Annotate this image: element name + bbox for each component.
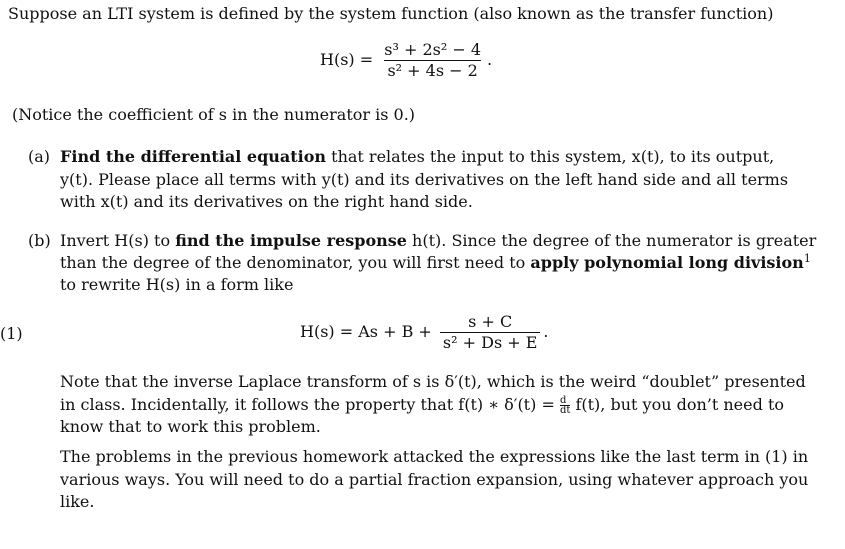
h-period: . bbox=[487, 50, 493, 69]
note-line-2 bbox=[60, 394, 784, 416]
note-line-3: know that to work this problem. bbox=[60, 417, 321, 436]
previous-line-3: like. bbox=[60, 492, 95, 511]
part-a-label: (a) bbox=[28, 147, 51, 166]
note-line-1: Note that the inverse Laplace transform of s is δ′(t), which is the weird “doublet” presented bbox=[60, 372, 806, 391]
part-b-line-3: to rewrite H(s) in a form like bbox=[60, 275, 294, 294]
part-b-label: (b) bbox=[28, 231, 51, 250]
h-numerator: s³ + 2s² − 4 bbox=[384, 40, 481, 59]
note-line-2-pre: in class. Incidentally, it follows the property that f(t) ∗ δ′(t) = bbox=[60, 395, 555, 414]
d-dt-fraction bbox=[560, 396, 570, 415]
part-a-line-1 bbox=[60, 146, 774, 168]
part-b-line-1-pre: Invert H(s) to bbox=[60, 231, 171, 250]
eq1-period: . bbox=[543, 322, 549, 341]
part-b-bold-1: find the impulse response bbox=[175, 231, 407, 250]
d-dt-bottom: dt bbox=[559, 405, 571, 416]
eq1-lhs: H(s) = As + B + bbox=[300, 322, 432, 341]
d-dt-top: d bbox=[559, 395, 567, 406]
equation-number: (1) bbox=[0, 324, 23, 343]
h-denominator: s² + 4s − 2 bbox=[384, 60, 480, 81]
part-b-bold-2: apply polynomial long division bbox=[530, 253, 804, 272]
part-a-line-3: with x(t) and its derivatives on the right hand side. bbox=[60, 192, 473, 211]
h-fraction bbox=[381, 40, 484, 81]
transfer-function-equation bbox=[320, 40, 492, 81]
note-line-2-post: f(t), but you don’t need to bbox=[575, 395, 784, 414]
part-a-line-1-rest: that relates the input to this system, x(t), to its output, bbox=[331, 147, 775, 166]
previous-line-1: The problems in the previous homework attacked the expressions like the last term in (1) in bbox=[60, 447, 809, 466]
part-a-line-2: y(t). Please place all terms with y(t) and its derivatives on the left hand side and all terms bbox=[60, 170, 789, 189]
h-lhs: H(s) = bbox=[320, 50, 374, 69]
part-b-line-2 bbox=[60, 252, 811, 274]
part-b-line-2-pre: than the degree of the denominator, you will first need to bbox=[60, 253, 526, 272]
eq1-denominator: s² + Ds + E bbox=[440, 332, 541, 353]
footnote-marker: 1 bbox=[803, 252, 811, 265]
intro-text: Suppose an LTI system is defined by the system function (also known as the transfer function) bbox=[8, 4, 774, 23]
part-b-line-1-post: h(t). Since the degree of the numerator is greater bbox=[412, 231, 817, 250]
previous-line-2: various ways. You will need to do a partial fraction expansion, using whatever approach you bbox=[60, 470, 809, 489]
eq1-numerator: s + C bbox=[468, 312, 513, 331]
notice-text: (Notice the coefficient of s in the numerator is 0.) bbox=[12, 105, 416, 124]
part-b-line-1 bbox=[60, 230, 816, 252]
part-a-bold: Find the differential equation bbox=[60, 147, 327, 166]
